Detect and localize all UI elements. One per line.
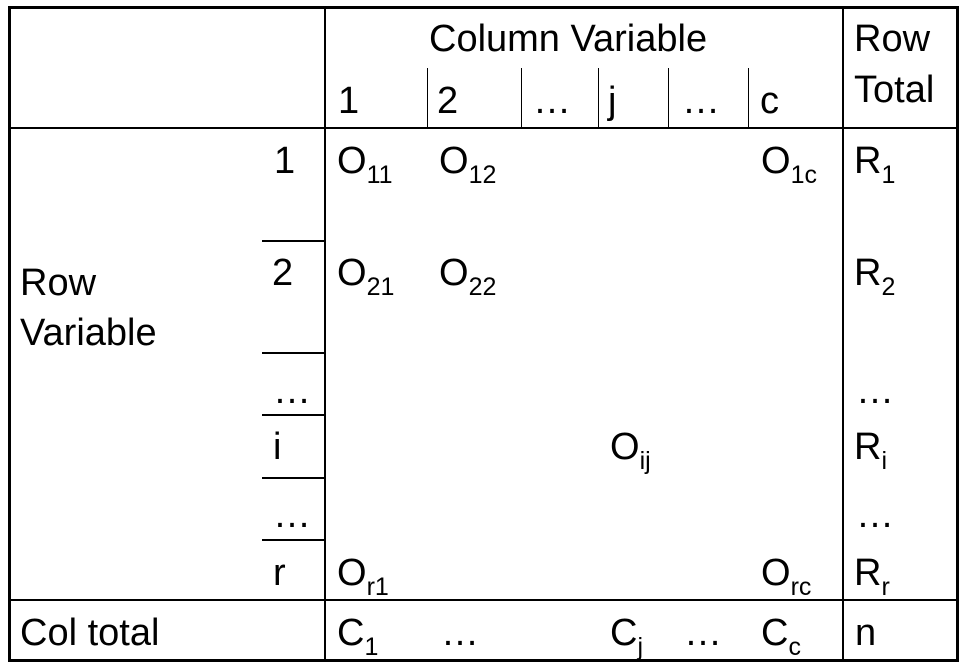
row-index: r bbox=[273, 552, 286, 594]
row-total: $R_i$ bbox=[854, 426, 888, 475]
row-total: … bbox=[856, 494, 894, 536]
table-border-top bbox=[8, 6, 959, 9]
grand-total: n bbox=[855, 612, 877, 654]
cell-or1: $O_{r1}$ bbox=[337, 552, 389, 601]
row-index: i bbox=[273, 426, 282, 468]
column-variable-heading: Column Variable bbox=[429, 18, 708, 60]
row-variable-label-line1: Row bbox=[20, 262, 97, 304]
row-separator bbox=[262, 240, 324, 242]
table-border-right bbox=[956, 6, 959, 662]
cell-orc: $O_{rc}$ bbox=[761, 552, 812, 601]
row-total: $R_1$ bbox=[854, 140, 896, 189]
column-index: 1 bbox=[338, 80, 360, 122]
row-total-heading-line1: Row bbox=[854, 18, 931, 60]
row-total: … bbox=[856, 370, 894, 412]
row-separator bbox=[262, 352, 324, 354]
cell-o22: $O_{22}$ bbox=[439, 252, 497, 301]
col-total-cc: $C_c$ bbox=[761, 612, 801, 661]
col-total-c1: $C_1$ bbox=[337, 612, 379, 661]
row-index: … bbox=[273, 494, 311, 536]
row-index: 1 bbox=[274, 140, 296, 182]
header-divider bbox=[8, 127, 959, 129]
column-index: … bbox=[533, 80, 571, 122]
cell-o11: $O_{11}$ bbox=[337, 140, 393, 189]
row-variable-label-line2: Variable bbox=[20, 312, 157, 354]
row-separator bbox=[262, 414, 324, 416]
row-separator bbox=[262, 539, 324, 541]
body-left-divider bbox=[324, 6, 326, 662]
col-total-ellipsis: … bbox=[441, 612, 479, 654]
cell-o1c: $O_{1c}$ bbox=[761, 140, 817, 189]
cell-o21: $O_{21}$ bbox=[337, 252, 395, 301]
col-total-cj: $C_j$ bbox=[610, 612, 644, 661]
column-index: j bbox=[608, 80, 617, 122]
column-index: … bbox=[682, 80, 720, 122]
row-index: … bbox=[273, 370, 311, 412]
col-separator bbox=[668, 68, 669, 128]
cell-oij: $O_{ij}$ bbox=[610, 426, 651, 475]
footer-divider bbox=[8, 599, 959, 601]
table-border-bottom bbox=[8, 659, 959, 662]
col-separator bbox=[598, 68, 599, 128]
col-total-label: Col total bbox=[20, 612, 160, 654]
column-index: c bbox=[760, 80, 779, 122]
table-border-left bbox=[8, 6, 11, 662]
row-total-divider bbox=[842, 6, 844, 662]
row-index: 2 bbox=[272, 252, 294, 294]
row-separator bbox=[262, 477, 324, 479]
col-separator bbox=[748, 68, 749, 128]
row-total: $R_2$ bbox=[854, 252, 896, 301]
col-separator bbox=[427, 68, 428, 128]
row-total: $R_r$ bbox=[854, 552, 890, 601]
col-separator bbox=[521, 68, 522, 128]
col-total-ellipsis: … bbox=[684, 612, 722, 654]
column-index: 2 bbox=[437, 80, 459, 122]
cell-o12: $O_{12}$ bbox=[439, 140, 497, 189]
row-total-heading-line2: Total bbox=[854, 69, 935, 111]
